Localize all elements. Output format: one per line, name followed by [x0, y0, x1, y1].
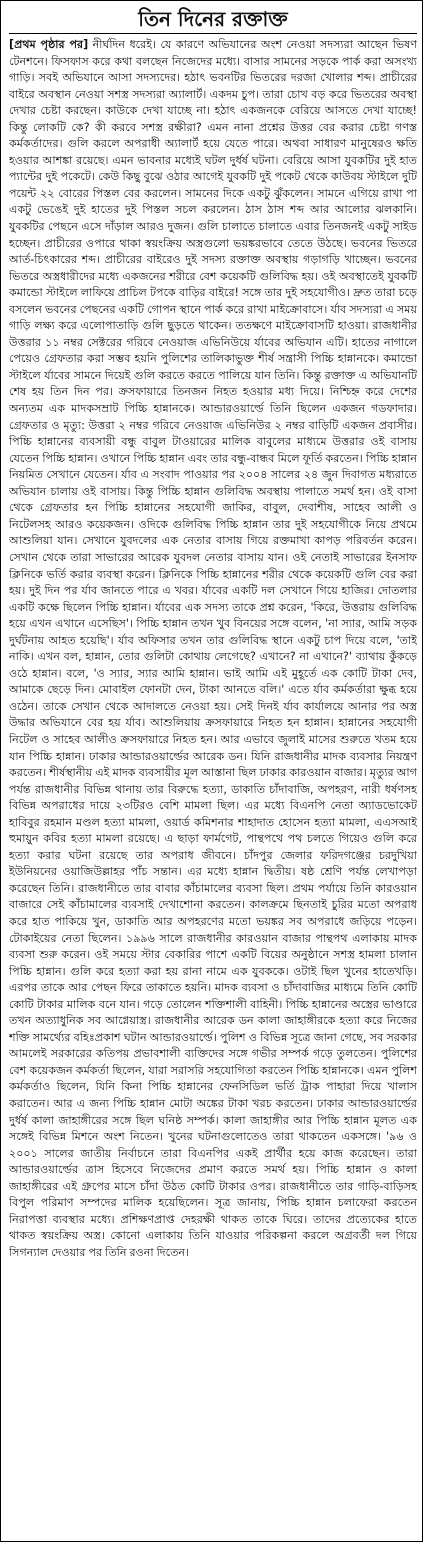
continued-from-front-page: [প্রথম পৃষ্ঠার পর]	[9, 38, 89, 51]
article-text: নীর্ঘদিন ধরেই। যে কারণে অভিযানের অংশ নেওয়া সদস্যরা আছেন ভিষণ টেনশনে। ফিসফাস করে কথা বলছেন নিজেদের মধ্যে। বাসার সামনের সড়কে পার্ক করা অসংখ্য গাড়ি। সবই অভিযানে আসা সদস্যদের। হঠাৎ ভবনটির ভিতরের দরজা খোলার শব্দ। প্রাচীরের বাইরে অবস্থান নেওয়া সশস্ত্র সদস্যরা অ্যালার্ট। একদম চুপ। তারা চোখ বড় করে ভিতরের অবস্থা দেখার চেষ্টা করছেন। কাউকে দেখা যাচ্ছে না। হঠাৎ একজনকে বেরিয়ে আসতে দেখা যাচ্ছে! কিন্তু লোকটি কে? কী করবে সশস্ত্র রক্ষীরা? এমন নানা প্রশ্নের উত্তর বের করার চেষ্টা গণস্ত কর্মকর্তাদের। গুলি করলে অপরাধী অ্যালার্ট হয়ে যেতে পারে। অথবা সাধারণ মানুষেরও ক্ষতি হওয়ার আশঙ্কা রয়েছে। এমন ভাবনার মধ্যেই ঘটল দুর্ধর্ষ ঘটনা। বেরিয়ে আসা যুবকটির দুই হাত প্যান্টের দুই পকেটে। কেউ কিছু বুঝে ওঠার আগেই যুবকটি দুই পকেট থেকে কাউবয় স্টাইলে দুটি পয়েন্ট ২২ বোরের পিস্তল বের করলেন। সামনের দিকে একটু ঝুঁকলেন। সামনে এগিয়ে রাখা পা একটু ভেঙেই দুই হাতের দুই পিস্তল সচল করলেন। ঠাস ঠাস শব্দ আর আলোর ঝলকানি। যুবকটির পেছনে এসে দাঁড়াল আরও দুজন। গুলি চালাতে চালাতে এবার তিনজনই একটু সাইড হচ্ছেন। প্রাচীরের ওপারে থাকা স্বয়ংক্রিয় অস্ত্রগুলো ভয়ঙ্করভাবে তেতে উঠছে। ভবনের ভিতরে আর্ত-চিৎকারের শব্দ। প্রাচীরের বাইরেও দুই সদস্য রক্তাক্ত অবস্থায় গড়াগড়ি খাচ্ছেন। ভবনের ভিতরে অস্ত্রধারীদের মধ্যে একজনের শরীরে বেশ কয়েকটি গুলিবিদ্ধ হয়। ওই অবস্থাতেই যুবকটি কমান্ডো স্টাইলে লাফিয়ে প্রাচিল টপকে বাড়ির বাইরে! সঙ্গে তার দুই সহযোগীও। দ্রুত তারা চড়ে বসলেন ভবনের পেছনের একটি গোপন স্থানে পার্ক করে রাখা মাইক্রোবাসে। র্যাব সদস্যরা এ সময় গাড়ি লক্ষ্য করে এলোপাতাড়ি গুলি ছুড়তে থাকেন। ততক্ষণে মাইক্রোবাসটি হাওয়া। রাজধানীর উত্তরার ১১ নম্বর সেক্টরের গরিবে নেওয়াজ এভিনিউয়ে র্যাবের অভিযান এটি। হাতের নাগালে পেয়েও গ্রেফতার করা সম্ভব হয়নি পুলিশের তালিকাভুক্ত শীর্ষ সন্ত্রাসী পিচ্চি হান্নানকে। কমান্ডো স্টাইলে র্যাবের সামনে দিয়েই গুলি করতে করতে পালিয়ে যান তিনি। কিন্তু রক্তাক্ত এ অভিযানটি শেষ হয় তিন দিন পর। ক্রসফায়ারে তিনজন নিহত হওয়ার মধ্য দিয়ে। নিশ্চিহ্ন করে দেশের অন্যতম এক মাদকসম্রাট পিচ্চি হান্নানকে। আন্ডারওয়ার্ল্ডে তিনি ছিলেন একজন গডফাদার। গ্রেফতার ও মৃত্যু: উত্তরা ২ নম্বর গরিবে নেওয়াজ এভিনিউর ২ নম্বর বাড়িটি একজন প্রবাসীর। পিচ্চি হান্নানের ব্যবসায়ী বন্ধু বাবুল টাওয়ারের মালিক বাবুলের মাধ্যমে উত্তরার ওই বাসায় যেতেন পিচ্চি হান্নান। ওখানে পিচ্চি হান্নান এবং তার বন্ধু-বান্ধব মিলে ফূর্তি করতেন। পিচ্চি হান্নান নিয়মিত সেখানে যেতেন। র্যাব এ সংবাদ পাওয়ার পর ২০০৪ সালের ২৪ জুন দিবাগত মধ্যরাতে অভিযান চালায় ওই বাসায়। কিন্তু পিচ্চি হান্নান গুলিবিদ্ধ অবস্থায় পালাতে সমর্থ হন। ওই বাসা থেকে গ্রেফতার হন পিচ্চি হান্নানের সহযোগী জাকির, বাবুল, দেবাশীষ, সাহেব আলী ও নিটেলসহ আরও কয়েকজন। ওদিকে গুলিবিদ্ধ পিচ্চি হান্নান তার দুই সহযোগীকে নিয়ে প্রথমে আশুলিয়া যান। সেখানে যুবদলের এক নেতার বাসায় গিয়ে রক্তমাখা কাপড় পরিবর্তন করেন। সেখান থেকে তারা সাভারের আরেক যুবদল নেতার বাসায় যান। ওই নেতাই সাভারের ইনসাফ ক্লিনিকে ভর্তি করার ব্যবস্থা করেন। ক্লিনিকে পিচ্চি হান্নানের শরীর থেকে কয়েকটি গুলি বের করা হয়। দুই দিন পর র্যাব জানতে পারে এ খবর। র্যাবের একটি দল সেখানে গিয়ে হাজির। দোতলার একটি কক্ষে ছিলেন পিচ্চি হান্নান। র্যাবের এক সদস্য তাকে প্রশ্ন করেন, 'কিরে, উত্তরায় গুলিবিদ্ধ হয়ে এখন এখানে এসেছিস'। পিচ্চি হান্নান তখন খুব বিনয়ের সঙ্গে বলেন, 'না স্যার, আমি সড়ক দুর্ঘটনায় আহত হয়েছি'। র্যাব অফিসার তখন তার গুলিবিদ্ধ স্থানে একটু চাপ দিয়ে বলে, 'তাই নাকি। এখন বল, হান্নান, তোর গুলিটা কোথায় লেগেছে? এখানে? না এখানে?' ব্যাথায় কুঁকড়ে ওঠে হান্নান। বলে, 'ও স্যার, স্যার আমি হান্নান। ভাই আমি এই মুহূর্তে এক কোটি টাকা দেব, আমাকে ছেড়ে দিন। মোবাইল ফোনটা দেন, টাকা আনতে বলি।' এতে র্যাব কর্মকর্তারা ক্ষুব্ধ হয়ে ওঠেন। তাকে সেখান থেকে আদালতে নেওয়া হয়। সেই দিনই র্যাব কার্যালয়ে আনার পর অস্ত্র উদ্ধার অভিযানে বের হয় র্যাব। আশুলিয়ায় ক্রসফায়ারে নিহত হন হান্নান। হান্নানের সহযোগী নিটেল ও সাহেব আলীও ক্রসফায়ারে নিহত হন। আর এভাবে জুলাই মাসের শুরুতে খতম হয়ে যান পিচ্চি হান্নান। ঢাকার আন্ডারওয়ার্ল্ডের আরেক ডন। যিনি রাজধানীর মাদক ব্যবসার নিয়ন্ত্রণ করতেন। শীর্ষস্থানীয় এই মাদক ব্যবসায়ীর মূল আস্তানা ছিল ঢাকার কারওয়ান বাজার। মৃত্যুর আগ পর্যন্ত রাজধানীর বিভিন্ন থানায় তার বিরুদ্ধে হত্যা, ডাকাতি চাঁদাবাজি, অপহরণ, নারী ধর্ষণসহ বিভিন্ন অপরাধের দায়ে ২৩টিরও বেশি মামলা ছিল। এর মধ্যে বিএনপি নেতা অ্যাডভোকেট হাবিবুর রহমান মণ্ডল হত্যা মামলা, ওয়ার্ড কমিশনার শাহাদাত হোসেন হত্যা মামলা, এএসআই হুমায়ুন কবির হত্যা মামলা রয়েছে। এ ছাড়া ফার্মগেট, পান্থপথে পথ চলতে গিয়েও গুলি করে হত্যা করার ঘটনা রয়েছে তার অপরাধ জীবনে। চাঁদপুর জেলার ফরিদগঞ্জের চরদুখিয়া ইউনিয়নের ওয়াজিউল্লাহর পাঁচ সন্তান। এর মধ্যে হান্নান দ্বিতীয়। ষষ্ঠ শ্রেণি পর্যন্ত লেখাপড়া করেছেন তিনি। রাজধানীতে তার বাবার কাঁচামালের ব্যবসা ছিল। প্রথম পর্যায়ে তিনি কারওয়ান বাজারে সেই কাঁচামালের ব্যবসাই দেখাশোনা করতেন। কালক্রমে ছিনতাই চুরির মতো অপরাধ করে হাত পাকিয়ে খুন, ডাকাতি আর অপহরণের মতো ভয়ঙ্কর সব অপরাধে জড়িয়ে পড়েন। টোকাইয়ের নেতা ছিলেন। ১৯৯৬ সালে রাজধানীর কারওয়ান বাজার পান্থপথ এলাকায় মাদক ব্যবসা শুরু করেন। ওই সময়ে স্টার বেকারির পাশে একটি বিয়ের অনুষ্ঠানে সশস্ত্র হামলা চালান পিচ্চি হান্নান। গুলি করে হত্যা করা হয় রানা নামে এক যুবককে। ওটাই ছিল খুনের হাতেখড়ি। এরপর তাকে আর পেছন ফিরে তাকাতে হয়নি। মাদক ব্যবসা ও চাঁদাবাজির মাধ্যমে তিনি কোটি কোটি টাকার মালিক বনে যান। গড়ে তোলেন শক্তিশালী বাহিনী। পিচ্চি হান্নানের অস্ত্রের ভাণ্ডারে তখন অত্যাধুনিক সব আগ্নেয়াস্ত্র। রাজধানীর আরেক ডন কালা জাহাঙ্গীরকে হত্যা করে নিজের শক্তি সামর্থ্যের বহিঃপ্রকাশ ঘটান আন্ডারওয়ার্ল্ডে। পুলিশ ও বিভিন্ন সূত্রে জানা গেছে, সব সরকার আমলেই সরকারের কতিপয় প্রভাবশালী ব্যক্তিদের সঙ্গে গভীর সম্পর্ক গড়ে তুলতেন। পুলিশের বেশ কয়েকজন কর্মকর্তা ছিলেন, যারা সরাসরি সহযোগিতা করতেন পিচ্চি হান্নানকে। এমন পুলিশ কর্মকর্তাও ছিলেন, যিনি কিনা পিচ্চি হান্নানের ফেনসিডিল ভর্তি ট্রাক পাহারা দিয়ে খালাস করাতেন। আর এ জন্য পিচ্চি হান্নান মোটা অঙ্কের টাকা খরচ করতেন। ঢাকার আন্ডারওয়ার্ল্ডের দুর্ধর্ষ কালা জাহাঙ্গীরের সঙ্গে ছিল ঘনিষ্ঠ সম্পর্ক। কালা জাহাঙ্গীর আর পিচ্চি হান্নান মূলত এক সঙ্গেই বিভিন্ন মিশনে অংশ নিতেন। খুনের ঘটনাগুলোতেও তারা থাকতেন একসঙ্গে। '৯৬ ও ২০০১ সালের জাতীয় নির্বাচনে তারা বিএনপির একই প্রার্থীর হয়ে কাজ করেছেন। তারা আন্ডারওয়ার্ল্ডের ত্রাস হিসেবে নিজেদের প্রমাণ করতে সমর্থ হয়। পিচ্চি হান্নান ও কালা জাহাঙ্গীরের এই গ্রুপের মাসে চাঁদা উঠত কোটি টাকার ওপর। রাজধানীতে তার গাড়ি-বাড়িসহ বিপুল পরিমাণ সম্পদের মালিক হয়েছিলেন। সূত্র জানায়, পিচ্চি হান্নান চলাফেরা করতেন নিরাপত্তা ব্যবস্থার মধ্যে। প্রশিক্ষণপ্রাপ্ত দেহরক্ষী থাকত তাকে ঘিরে। তাদের প্রত্যেকের হাতে থাকত স্বয়ংক্রিয় অস্ত্র। কোনো এলাকায় তিনি যাওয়ার পরিকল্পনা করলে অগ্রবর্তী দল গিয়ে সিগন্যাল দেওয়ার পর তিনি রওনা দিতেন।	[9, 38, 417, 1259]
headline: তিন দিনের রক্তাক্ত	[138, 7, 288, 31]
headline-rule	[9, 33, 417, 34]
article-body	[9, 37, 417, 1542]
